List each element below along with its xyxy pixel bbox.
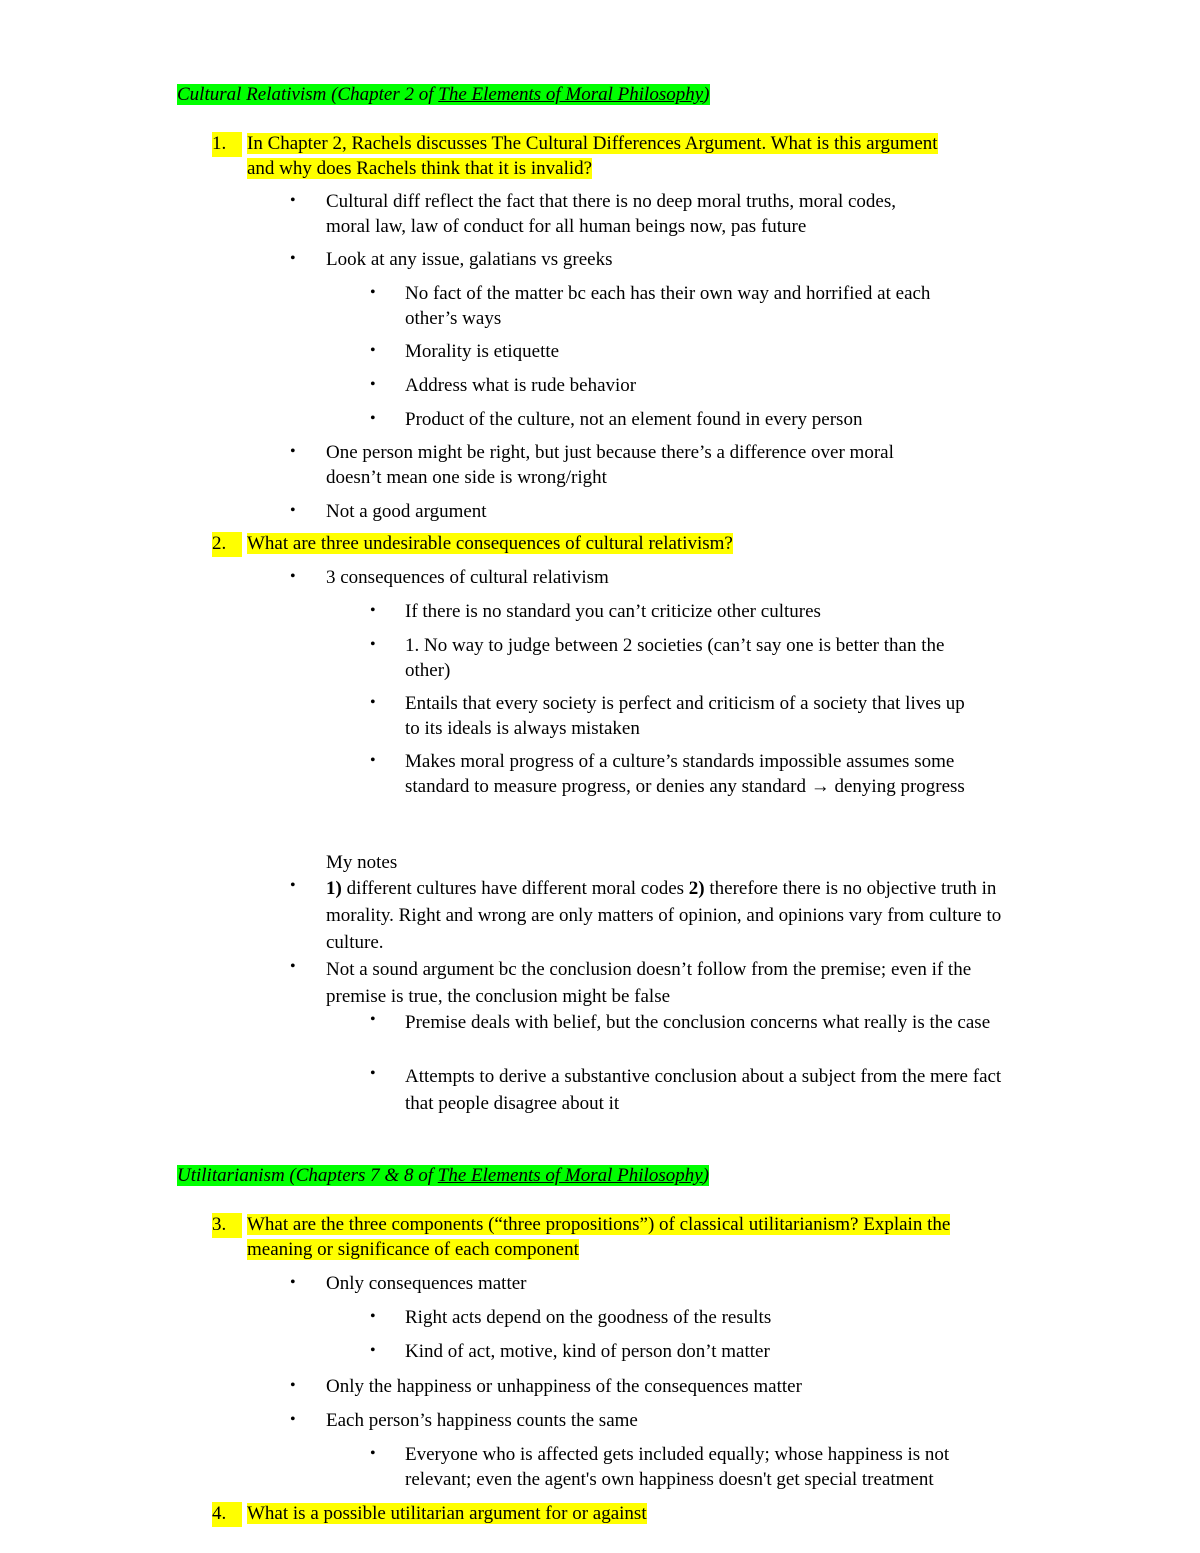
bullet-icon: •: [290, 958, 296, 975]
bullet-item: Only the happiness or unhappiness of the consequences matter: [326, 1376, 802, 1397]
bullet-icon: •: [370, 1342, 376, 1359]
bullet-item: Each person’s happiness counts the same: [326, 1410, 638, 1431]
bullet-item: Only consequences matter: [326, 1273, 527, 1294]
bullet-icon: •: [370, 410, 376, 427]
sub-bullet-item: 1. No way to judge between 2 societies (can’t say one is better than the other): [405, 635, 945, 681]
question-number: 2.: [212, 532, 242, 557]
bullet-icon: •: [370, 1065, 376, 1082]
bullet-item: Look at any issue, galatians vs greeks: [326, 249, 613, 270]
question-highlight: What is a possible utilitarian argument for or against: [247, 1503, 647, 1524]
bullet-icon: •: [290, 1377, 296, 1394]
question-text: [247, 132, 952, 181]
sub-bullet-item: Morality is etiquette: [405, 341, 560, 362]
question-highlight: What are the three components (“three propositions”) of classical utilitarianism? Explain the meaning or significance of each component: [247, 1214, 951, 1260]
bullet-icon: •: [370, 752, 376, 769]
heading-prefix: Utilitarianism (Chapters 7 & 8 of: [177, 1165, 438, 1186]
bullet-icon: •: [370, 1011, 376, 1028]
sub-bullet-item: Entails that every society is perfect and criticism of a society that lives up to its ideals is always mistaken: [405, 693, 965, 739]
bullet-icon: •: [290, 1411, 296, 1428]
bullet-icon: •: [370, 602, 376, 619]
book-title: The Elements of Moral Philosophy: [438, 84, 704, 105]
sub-bullet-item: Attempts to derive a substantive conclusion about a subject from the mere fact that people disagree about it: [405, 1066, 1002, 1114]
question-text: [247, 532, 952, 557]
sub-bullet-item: No fact of the matter bc each has their own way and horrified at each other’s ways: [405, 283, 931, 329]
bullet-icon: •: [370, 1445, 376, 1462]
bullet-icon: •: [290, 443, 296, 460]
question-number: 1.: [212, 132, 242, 157]
sub-bullet-item: Right acts depend on the goodness of the results: [405, 1307, 772, 1328]
heading-highlight: [177, 1165, 709, 1186]
bold-marker: 1): [326, 878, 342, 899]
bullet-icon: •: [290, 1274, 296, 1291]
sub-bullet-item: Address what is rude behavior: [405, 375, 637, 396]
bullet-icon: •: [370, 284, 376, 301]
bold-marker: 2): [688, 878, 705, 899]
text-segment: therefore there is no objective truth in morality. Right and wrong are only matters of opinion, and opinions vary from culture to culture.: [326, 878, 1002, 953]
bullet-icon: •: [370, 636, 376, 653]
bullet-icon: •: [290, 877, 296, 894]
bullet-icon: •: [370, 342, 376, 359]
bullet-icon: •: [290, 250, 296, 267]
question-text: [247, 1213, 957, 1262]
bullet-item: [326, 875, 1036, 956]
bullet-item: One person might be right, but just because there’s a difference over moral doesn’t mean one side is wrong/right: [326, 442, 894, 488]
bullet-icon: •: [290, 192, 296, 209]
heading-highlight: [177, 84, 710, 105]
sub-bullet-item: Makes moral progress of a culture’s standards impossible assumes some standard to measure progress, or denies any standard → denying progress: [405, 751, 965, 797]
bullet-item: Cultural diff reflect the fact that there is no deep moral truths, moral codes, moral law, law of conduct for all human beings now, pas future: [326, 191, 896, 237]
notes-label: My notes: [326, 852, 398, 873]
question-number: 3.: [212, 1213, 242, 1238]
book-title: The Elements of Moral Philosophy: [437, 1165, 703, 1186]
bullet-item: Not a sound argument bc the conclusion doesn’t follow from the premise; even if the premise is true, the conclusion might be false: [326, 959, 972, 1007]
section-heading: [177, 83, 710, 108]
question-text: [247, 1502, 952, 1527]
heading-suffix: ): [703, 84, 710, 105]
sub-bullet-item: Kind of act, motive, kind of person don’t matter: [405, 1341, 770, 1362]
bullet-icon: •: [370, 694, 376, 711]
text-segment: different cultures have different moral codes: [341, 878, 689, 899]
sub-bullet-item: Premise deals with belief, but the conclusion concerns what really is the case: [405, 1012, 991, 1033]
question-highlight: In Chapter 2, Rachels discusses The Cultural Differences Argument. What is this argument and why does Rachels think that it is invalid?: [247, 133, 938, 179]
bullet-icon: •: [370, 376, 376, 393]
bullet-item: Not a good argument: [326, 501, 487, 522]
sub-bullet-item: Product of the culture, not an element found in every person: [405, 409, 863, 430]
question-number: 4.: [212, 1502, 242, 1527]
sub-bullet-item: Everyone who is affected gets included equally; whose happiness is not relevant; even the agent's own happiness doesn't get special treatment: [405, 1444, 950, 1490]
bullet-icon: •: [290, 568, 296, 585]
bullet-item: 3 consequences of cultural relativism: [326, 567, 609, 588]
bullet-icon: •: [290, 502, 296, 519]
bullet-icon: •: [370, 1308, 376, 1325]
sub-bullet-item: If there is no standard you can’t criticize other cultures: [405, 601, 821, 622]
heading-suffix: ): [702, 1165, 709, 1186]
section-heading: [177, 1164, 709, 1189]
heading-prefix: Cultural Relativism (Chapter 2 of: [177, 84, 439, 105]
question-highlight: What are three undesirable consequences of cultural relativism?: [247, 533, 733, 554]
